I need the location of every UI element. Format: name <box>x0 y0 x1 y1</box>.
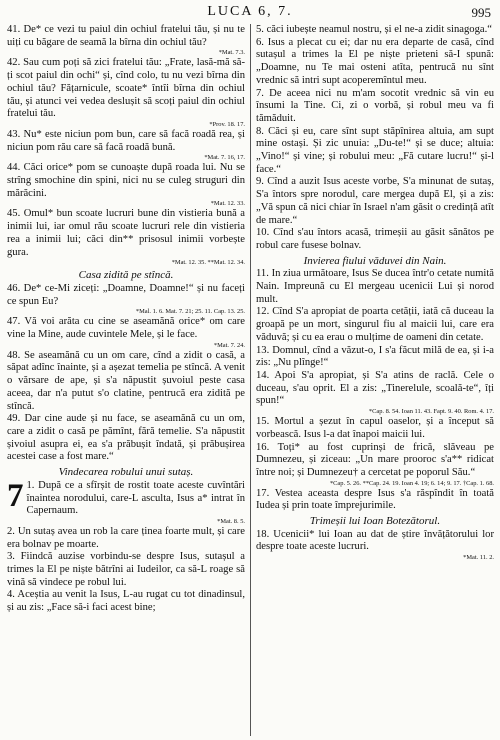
verse-7-9: 9. Cînd a auzit Isus aceste vorbe, S'a minunat de sutaș, S'a întors spre norodul, care mergea după El, și a zis: „Vă spun că nici chiar în Israel n'am găsit o credință atît de mare.“ <box>256 176 494 226</box>
chapter-number: 7 <box>7 477 24 514</box>
verse-6-46: 46. De* ce-Mi ziceți: „Doamne, Doamne!“ și nu faceți ce spun Eu? <box>7 282 245 307</box>
verse-text: 1. După ce a sfîrșit de rostit toate aceste cuvîntări înaintea norodului, care-L asculta, Isus a* intrat în Capernaum. <box>26 479 245 517</box>
verse-6-42: 42. Sau cum poți să zici fratelui tău: „Frate, lasă-mă să-ți scot paiul din ochi“ și, cînd colo, tu nu vezi bîrna din ochiul tău? Fățarnicule, scoate* întîi bîrna din ochiul tău, și atunci vei vedea deslușit să scoți paiul din ochiul fratelui tău. <box>7 57 245 120</box>
verse-6-41: 41. De* ce vezi tu paiul din ochiul fratelui tău, și nu te uiți cu băgare de seamă la bîrna din ochiul tău? <box>7 24 245 48</box>
verse-6-45: 45. Omul* bun scoate lucruri bune din vistieria bună a inimii lui, iar omul rău scoate lucruri rele din vistieria rea a inimii lui; căci din** prisosul inimii vorbește gura. <box>7 208 245 258</box>
verse-7-17: 17. Vestea aceasta despre Isus s'a răspîndit în toată Iudea și prin toate împrejurimile. <box>256 487 494 512</box>
section-heading: Invierea fiului văduvei din Nain. <box>303 254 447 267</box>
verse-7-1 <box>7 477 245 518</box>
cross-reference: *Prov. 18. 17. <box>209 120 245 128</box>
left-column <box>7 24 245 615</box>
verse-7-18: 18. Ucenicii* lui Ioan au dat de știre învățătorului lor despre toate aceste lucruri. <box>256 528 494 553</box>
cross-reference: *Mat. 11. 2. <box>463 554 494 562</box>
verse-7-13: 13. Domnul, cînd a văzut-o, I s'a făcut milă de ea, și i-a zis: „Nu plînge!“ <box>256 344 494 369</box>
verse-6-43: 43. Nu* este niciun pom bun, care să facă roadă rea, și niciun pom rău care să facă roadă bună. <box>7 128 245 153</box>
verse-7-2: 2. Un sutaș avea un rob la care ținea foarte mult, și care era bolnav pe moarte. <box>7 525 245 550</box>
cross-reference: *Mat. 7.3. <box>218 49 245 57</box>
cross-reference: *Mat. 7. 16, 17. <box>204 154 245 162</box>
verse-7-16: 16. Toți* au fost cuprinși de frică, slăveau pe Dumnezeu, și ziceau: „Un mare prooroc s'a** ridicat între noi; și Dumnezeu† a cercetat pe poporul Său.“ <box>256 441 494 478</box>
section-heading: Trimeșii lui Ioan Botezătorul. <box>309 515 441 528</box>
cross-reference: *Cap. 8. 54. Ioan 11. 43. Fapt. 9. 40. Rom. 4. 17. <box>368 408 494 416</box>
verse-7-6: 6. Isus a plecat cu ei; dar nu era departe de casă, cînd sutașul a trimes la El pe niște prieteni să-I spună: „Doamne, nu Te mai osteni atîta, pentrucă nu sînt vrednic să intri supt acoperemîntul meu. <box>256 36 494 86</box>
cross-reference: *Mat. 8. 5. <box>217 517 245 525</box>
verse-6-47: 47. Vă voi arăta cu cine se aseamănă orice* om care vine la Mine, aude cuvintele Mele, și le face. <box>7 316 245 341</box>
cross-reference: *Mat. 7. 24. <box>213 341 245 349</box>
verse-7-12: 12. Cînd S'a apropiat de poarta cetății, iată că duceau la groapă pe un mort, singurul fiu al maicii lui, care era văduvă; și cu ea erau o mulțime de oameni din cetate. <box>256 306 494 343</box>
section-heading: Casa zidită pe stîncă. <box>78 269 174 282</box>
verse-7-14: 14. Apoi S'a apropiat, și S'a atins de raclă. Cele o duceau, s'au oprit. El a zis: „Tinerelule, scoală-te“, îți spun!“ <box>256 369 494 407</box>
verse-7-8: 8. Căci și eu, care sînt supt stăpînirea altuia, am supt mine ostași. Și zic unuia: „Du-te!“ și se duce; altuia: „Vino!“ și vine; și robului meu: „Fă cutare lucru!“ și-l face.“ <box>256 125 494 175</box>
verse-7-15: 15. Mortul a șezut în capul oaselor, și a început să vorbească. Isus l-a dat înapoi maicii lui. <box>256 416 494 440</box>
verse-6-48: 48. Se aseamănă cu un om care, cînd a zidit o casă, a săpat adînc înainte, și a așezat temelia pe stîncă. A venit o vărsare de ape, și s'a năpustit șuvoiul peste casa aceea, dar n'a putut s'o clatine, pentrucă era zidită pe stîncă. <box>7 349 245 412</box>
page-header <box>0 4 500 22</box>
cross-reference: *Mal. 1. 6. Mat. 7. 21; 25. 11. Cap. 13. 25. <box>135 308 245 316</box>
verse-7-5: 5. căci iubește neamul nostru, și el ne-a zidit sinagoga.“ <box>256 24 492 35</box>
verse-7-3: 3. Fiindcă auzise vorbindu-se despre Isus, sutașul a trimes la El pe niște bătrîni ai Iudeilor, ca să-L roage să vină să vindece pe robul lui. <box>7 551 245 588</box>
verse-6-44: 44. Căci orice* pom se cunoaște după roada lui. Nu se strîng smochine din spini, nici nu se culeg struguri din mărăcini. <box>7 162 245 199</box>
cross-reference: *Cap. 5. 26. **Cap. 24. 19. Ioan 4. 19; 6. 14; 9. 17. †Cap. 1. 68. <box>329 479 494 487</box>
cross-reference: *Mat. 12. 35. **Mat. 12. 34. <box>171 259 245 267</box>
column-divider <box>250 24 251 736</box>
right-column <box>256 24 494 562</box>
verse-7-10: 10. Cînd s'au întors acasă, trimeșii au găsit sănătos pe robul care fusese bolnav. <box>256 227 494 251</box>
verse-7-4: 4. Aceștia au venit la Isus, L-au rugat cu tot dinadinsul, și au zis: „Face să-i faci acest bine; <box>7 589 245 614</box>
section-heading: Vindecarea robului unui sutaș. <box>58 466 194 479</box>
verse-6-49: 49. Dar cine aude și nu face, se aseamănă cu un om, care a zidit o casă pe pămînt, fără temelie. S'a năpustit șivoiul asupra ei, ea s'a prăbușit îndată, și prăbușirea acestei case a fost mare.“ <box>7 413 245 463</box>
page-number: 995 <box>471 5 491 20</box>
verse-7-7: 7. De aceea nici nu m'am socotit vrednic să vin eu însumi la Tine. Ci, zi o vorbă, și robul meu va fi tămăduit. <box>256 87 494 124</box>
verse-7-11: 11. In ziua următoare, Isus Se ducea într'o cetate numită Nain. Impreună cu El mergeau ucenicii Lui și norod mult. <box>256 268 494 305</box>
running-title: LUCA 6, 7. <box>207 4 293 19</box>
cross-reference: *Mat. 12. 33. <box>210 200 245 208</box>
